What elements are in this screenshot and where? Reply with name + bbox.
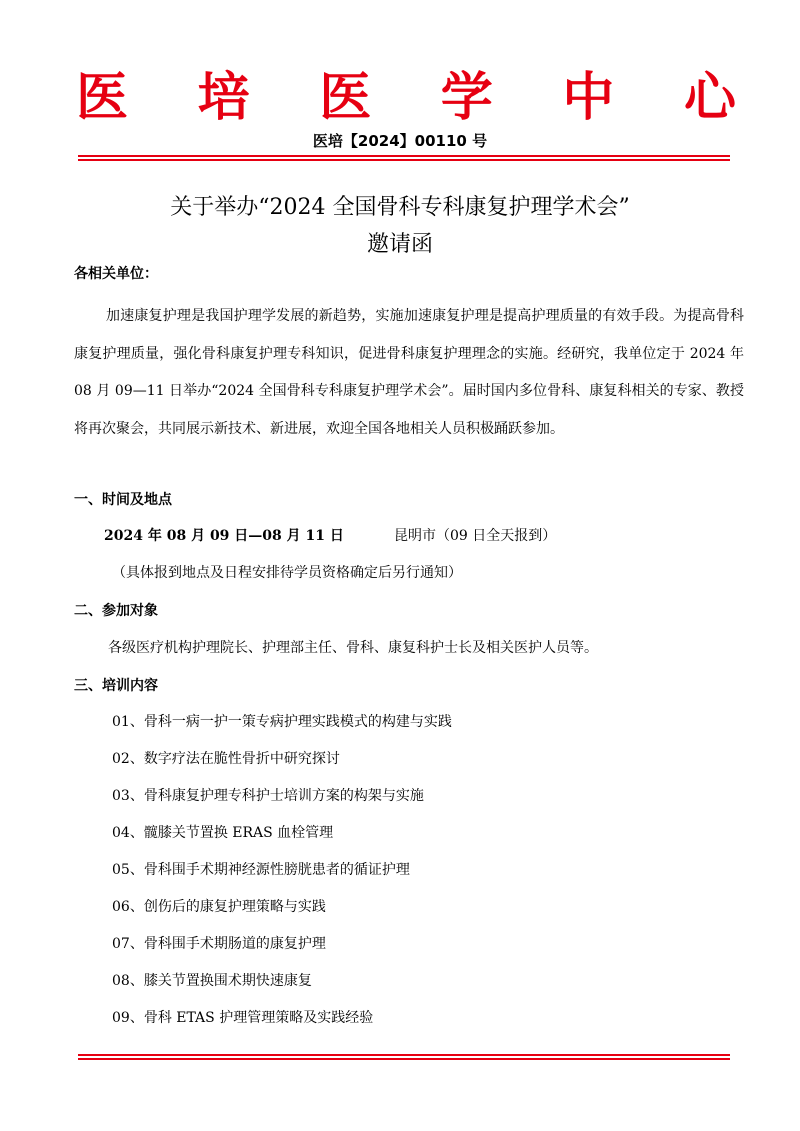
event-location: 昆明市（09 日全天报到） — [394, 528, 557, 544]
document-number: 医培【2024】00110 号 — [312, 132, 488, 150]
list-item: 09、骨科 ETAS 护理管理策略及实践经验 — [112, 1010, 374, 1026]
invitation-title: 关于举办“2024 全国骨科专科康复护理学术会” — [170, 195, 630, 220]
participants-text: 各级医疗机构护理院长、护理部主任、骨科、康复科护士长及相关医护人员等。 — [108, 640, 598, 656]
org-title-char: 医 — [76, 68, 129, 128]
invitation-subtitle: 邀请函 — [366, 232, 433, 257]
org-title-char: 培 — [197, 68, 250, 128]
list-item: 07、骨科围手术期肠道的康复护理 — [112, 936, 326, 952]
intro-paragraph: 加速康复护理是我国护理学发展的新趋势，实施加速康复护理是提高护理质量的有效手段。为提高骨科康复护理质量，强化骨科康复护理专科知识，促进骨科康复护理理念的实施。经研究，我单位定于 2024 年 08 月 09—11 日举办“2024 全国骨科专科康复护理学术会”。届时国内多位骨科、康复科相关的专家、教授将再次聚会，共同展示新技术、新进展，欢迎全国各地相关人员积极踊跃参加。 — [74, 308, 744, 437]
footer-red-rule-thin — [78, 1058, 730, 1060]
addressee: 各相关单位： — [74, 266, 158, 282]
section-heading-participants: 二、参加对象 — [74, 603, 158, 619]
list-item: 03、骨科康复护理专科护士培训方案的构架与实施 — [112, 788, 424, 804]
list-item: 04、髋膝关节置换 ERAS 血栓管理 — [112, 825, 334, 841]
org-title-char: 心 — [683, 68, 736, 128]
organization-title — [76, 68, 736, 128]
header-red-rule — [78, 155, 730, 157]
list-item: 02、数字疗法在脆性骨折中研究探讨 — [112, 751, 340, 767]
list-item: 01、骨科一病一护一策专病护理实践模式的构建与实践 — [112, 714, 452, 730]
org-title-char: 学 — [440, 68, 493, 128]
event-dates: 2024 年 08 月 09 日—08 月 11 日 — [104, 528, 344, 544]
org-title-char: 医 — [319, 68, 372, 128]
section-heading-content: 三、培训内容 — [74, 678, 158, 694]
footer-red-rule — [78, 1054, 730, 1056]
header-red-rule-thin — [78, 159, 730, 161]
registration-note: （具体报到地点及日程安排待学员资格确定后另行通知） — [112, 565, 462, 581]
list-item: 05、骨科围手术期神经源性膀胱患者的循证护理 — [112, 862, 410, 878]
list-item: 08、膝关节置换围术期快速康复 — [112, 973, 312, 989]
list-item: 06、创伤后的康复护理策略与实践 — [112, 899, 326, 915]
org-title-char: 中 — [562, 68, 615, 128]
section-heading-time-place: 一、时间及地点 — [74, 492, 172, 508]
